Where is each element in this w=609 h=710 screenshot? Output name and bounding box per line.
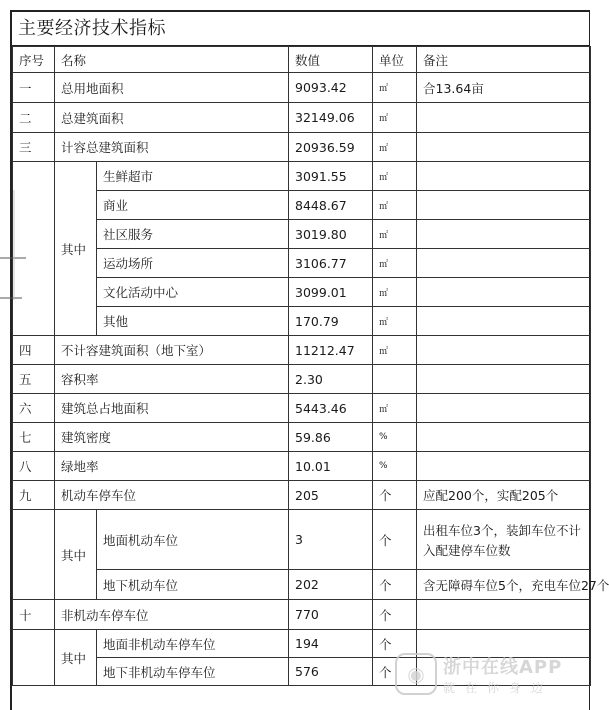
row-value: 3	[289, 510, 373, 570]
watermark-text	[443, 653, 562, 696]
row-value: 20936.59	[289, 133, 373, 162]
row-note	[417, 103, 591, 133]
row-note	[417, 307, 591, 336]
row-value: 194	[289, 630, 373, 658]
row-name: 不计容建筑面积（地下室）	[55, 336, 289, 365]
row-name: 容积率	[55, 365, 289, 394]
row-seq-empty	[13, 630, 55, 686]
row-seq: 八	[13, 452, 55, 481]
row-name: 建筑总占地面积	[55, 394, 289, 423]
row-name: 总建筑面积	[55, 103, 289, 133]
table-row	[13, 249, 591, 278]
table-row	[13, 133, 591, 162]
header-note: 备注	[417, 47, 591, 73]
row-name: 地面机动车位	[97, 510, 289, 570]
row-unit: 个	[373, 481, 417, 510]
row-value: 2.30	[289, 365, 373, 394]
row-note	[417, 452, 591, 481]
row-seq: 二	[13, 103, 55, 133]
row-note	[417, 220, 591, 249]
table-row	[13, 278, 591, 307]
row-name: 地下非机动车停车位	[97, 658, 289, 686]
header-seq: 序号	[13, 47, 55, 73]
row-seq: 七	[13, 423, 55, 452]
row-unit: 个	[373, 658, 417, 686]
row-name: 商业	[97, 191, 289, 220]
row-note	[417, 365, 591, 394]
header-name: 名称	[55, 47, 289, 73]
table-row	[13, 510, 591, 570]
row-seq-empty	[13, 162, 55, 336]
row-unit: %	[373, 452, 417, 481]
row-value: 59.86	[289, 423, 373, 452]
table-row	[13, 365, 591, 394]
row-value: 3019.80	[289, 220, 373, 249]
watermark-title: 浙中在线APP	[443, 656, 563, 678]
table-row	[13, 307, 591, 336]
row-value: 205	[289, 481, 373, 510]
table-row	[13, 481, 591, 510]
row-note: 含无障碍车位5个，充电车位27个	[417, 570, 591, 600]
indicator-table	[12, 46, 609, 686]
row-seq: 四	[13, 336, 55, 365]
row-value: 170.79	[289, 307, 373, 336]
row-value: 770	[289, 600, 373, 630]
table-row	[13, 191, 591, 220]
row-unit: ㎡	[373, 249, 417, 278]
watermark-logo-icon: ◉	[395, 653, 437, 695]
row-value: 5443.46	[289, 394, 373, 423]
row-name: 地面非机动车停车位	[97, 630, 289, 658]
row-name: 文化活动中心	[97, 278, 289, 307]
row-note	[417, 191, 591, 220]
table-row	[13, 394, 591, 423]
row-unit: %	[373, 423, 417, 452]
row-unit: ㎡	[373, 103, 417, 133]
row-unit: ㎡	[373, 307, 417, 336]
row-unit: 个	[373, 600, 417, 630]
row-seq-empty	[13, 510, 55, 600]
row-name: 生鲜超市	[97, 162, 289, 191]
row-unit: ㎡	[373, 191, 417, 220]
row-name: 非机动车停车位	[55, 600, 289, 630]
row-unit: 个	[373, 630, 417, 658]
row-unit: ㎡	[373, 162, 417, 191]
row-name: 社区服务	[97, 220, 289, 249]
table-title: 主要经济技术指标	[12, 12, 589, 46]
table-row	[13, 452, 591, 481]
row-value: 10.01	[289, 452, 373, 481]
header-unit: 单位	[373, 47, 417, 73]
group-label: 其中	[55, 630, 97, 686]
row-value: 11212.47	[289, 336, 373, 365]
watermark-slogan: 就在你身边	[443, 680, 554, 695]
row-unit	[373, 365, 417, 394]
table-row	[13, 103, 591, 133]
row-note	[417, 133, 591, 162]
table-row	[13, 570, 591, 600]
table-row	[13, 423, 591, 452]
table-row	[13, 73, 591, 103]
row-name: 计容总建筑面积	[55, 133, 289, 162]
row-value: 202	[289, 570, 373, 600]
table-row	[13, 220, 591, 249]
row-note	[417, 600, 591, 630]
row-seq: 一	[13, 73, 55, 103]
row-name: 建筑密度	[55, 423, 289, 452]
row-value: 9093.42	[289, 73, 373, 103]
header-row	[13, 47, 591, 73]
row-note	[417, 423, 591, 452]
app-watermark	[395, 650, 581, 698]
row-note	[417, 394, 591, 423]
row-seq: 五	[13, 365, 55, 394]
row-value: 3106.77	[289, 249, 373, 278]
row-note	[417, 278, 591, 307]
row-value: 3091.55	[289, 162, 373, 191]
row-seq: 十	[13, 600, 55, 630]
row-unit: ㎡	[373, 73, 417, 103]
row-unit: ㎡	[373, 220, 417, 249]
group-label: 其中	[55, 162, 97, 336]
table-row	[13, 162, 591, 191]
table-row	[13, 600, 591, 630]
row-value: 576	[289, 658, 373, 686]
row-note: 合13.64亩	[417, 73, 591, 103]
indicator-sheet	[10, 10, 609, 710]
row-note	[417, 162, 591, 191]
row-seq: 九	[13, 481, 55, 510]
row-note	[417, 336, 591, 365]
row-name: 地下机动车位	[97, 570, 289, 600]
row-name: 总用地面积	[55, 73, 289, 103]
row-unit: 个	[373, 510, 417, 570]
row-value: 3099.01	[289, 278, 373, 307]
row-name: 绿地率	[55, 452, 289, 481]
row-unit: ㎡	[373, 394, 417, 423]
group-label: 其中	[55, 510, 97, 600]
header-value: 数值	[289, 47, 373, 73]
row-name: 运动场所	[97, 249, 289, 278]
table-row	[13, 336, 591, 365]
row-seq: 三	[13, 133, 55, 162]
row-note: 出租车位3个，装卸车位不计入配建停车位数	[417, 510, 591, 570]
row-name: 其他	[97, 307, 289, 336]
row-unit: ㎡	[373, 336, 417, 365]
row-note	[417, 249, 591, 278]
row-value: 8448.67	[289, 191, 373, 220]
row-seq: 六	[13, 394, 55, 423]
row-unit: ㎡	[373, 133, 417, 162]
row-note: 应配200个，实配205个	[417, 481, 591, 510]
row-value: 32149.06	[289, 103, 373, 133]
row-unit: 个	[373, 570, 417, 600]
row-unit: ㎡	[373, 278, 417, 307]
row-name: 机动车停车位	[55, 481, 289, 510]
